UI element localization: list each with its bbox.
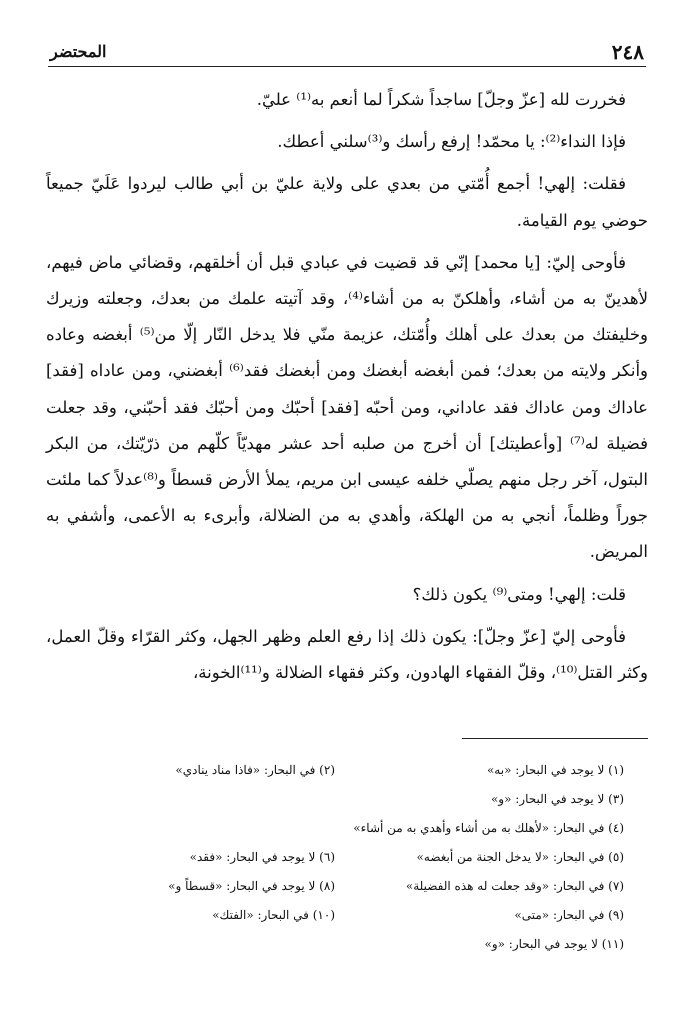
paragraph: فإذا النداء⁽²⁾: يا محمّد! إرفع رأسك و⁽³⁾سلني أعطك. bbox=[277, 132, 626, 152]
footnote: (٣) لا يوجد في البحار: «و» bbox=[490, 792, 624, 806]
footnote: (٨) لا يوجد في البحار: «قسطاً و» bbox=[168, 879, 335, 893]
page-number: ٢٤٨ bbox=[611, 40, 644, 64]
footnote: (٥) في البحار: «لا يدخل الجنة من أبغضه» bbox=[416, 850, 624, 864]
paragraph: فقلت: إلهي! أجمع أُمّتي من بعدي على ولاية عليّ بن أبي طالب ليردوا عَلَيّ جميعاً حوضي يوم القيامة. bbox=[46, 174, 648, 230]
footnote-row bbox=[46, 756, 624, 785]
running-header bbox=[48, 40, 646, 67]
footnote-divider bbox=[462, 738, 648, 739]
footnote-row bbox=[46, 843, 624, 872]
footnotes bbox=[46, 756, 624, 959]
footnote: (٦) لا يوجد في البحار: «فقد» bbox=[189, 850, 335, 864]
footnote: (٤) في البحار: «لأهلك به من أشاء وأهدي به من أشاء» bbox=[353, 821, 624, 835]
paragraph: قلت: إلهي! ومتى⁽⁹⁾ يكون ذلك؟ bbox=[412, 584, 626, 604]
book-title: المحتضر bbox=[50, 42, 107, 61]
main-text bbox=[46, 82, 648, 697]
footnote: (١) لا يوجد في البحار: «به» bbox=[486, 763, 624, 777]
footnote-row bbox=[46, 814, 624, 843]
paragraph: فخررت لله [عزّ وجلّ] ساجداً شكراً لما أنعم به⁽¹⁾ عليّ. bbox=[256, 90, 626, 109]
paragraph: فأوحى إليّ: [يا محمد] إنّي قد قضيت في عبادي قبل أن أخلقهم، وقضائي ماض فيهم، لأهدينّ به من أشاء، وأهلكنّ به من أشاء⁽⁴⁾، وقد آتيته علمك من بعدك، وجعلته وزيرك وخليفتك من بعدك على أهلك وأُمّتك، عزيمة منّي فلا يدخل النّار إلّا من⁽⁵⁾ أبغضه وعاده وأنكر ولايته من بعدك؛ فمن أبغضه أبغضك ومن أبغضك فقد⁽⁶⁾ أبغضني، ومن عاداه [فقد] عاداك ومن عاداك فقد عاداني، ومن أحبّه [فقد] أحبّك ومن أحبّك فقد أحبّني، وقد جعلت فضيلة له⁽⁷⁾ [وأعطيتك] أن أخرج من صلبه أحد عشر مهديّاً كلّهم من ذرّيّتك، من البكر البتول، آخر رجل منهم يصلّي خلفه عيسى ابن مريم، يملأ الأرض قسطاً و⁽⁸⁾عدلاً كما ملئت جوراً وظلماً، أنجي به من الهلكة، وأهدي به من الضلالة، وأبرىء به الأعمى، وأشفي به المريض. bbox=[46, 252, 649, 562]
footnote: (٧) في البحار: «وقد جعلت له هذه الفضيلة» bbox=[405, 879, 624, 893]
paragraph: فأوحى إليّ [عزّ وجلّ]: يكون ذلك إذا رفع العلم وظهر الجهل، وكثر القرّاء وقلّ العمل، وكثر القتل⁽¹⁰⁾، وقلّ الفقهاء الهادون، وكثر فقهاء الضلالة و⁽¹¹⁾الخونة، bbox=[46, 626, 648, 683]
footnote-row bbox=[46, 930, 624, 959]
footnote-row bbox=[46, 872, 624, 901]
footnote: (٩) في البحار: «متى» bbox=[514, 908, 624, 922]
footnote: (١١) لا يوجد في البحار: «و» bbox=[484, 937, 624, 951]
footnote-row bbox=[46, 901, 624, 930]
footnote: (٢) في البحار: «فاذا مناد ينادي» bbox=[175, 763, 335, 777]
footnote: (١٠) في البحار: «الفتك» bbox=[212, 908, 335, 922]
footnote-row bbox=[46, 785, 624, 814]
